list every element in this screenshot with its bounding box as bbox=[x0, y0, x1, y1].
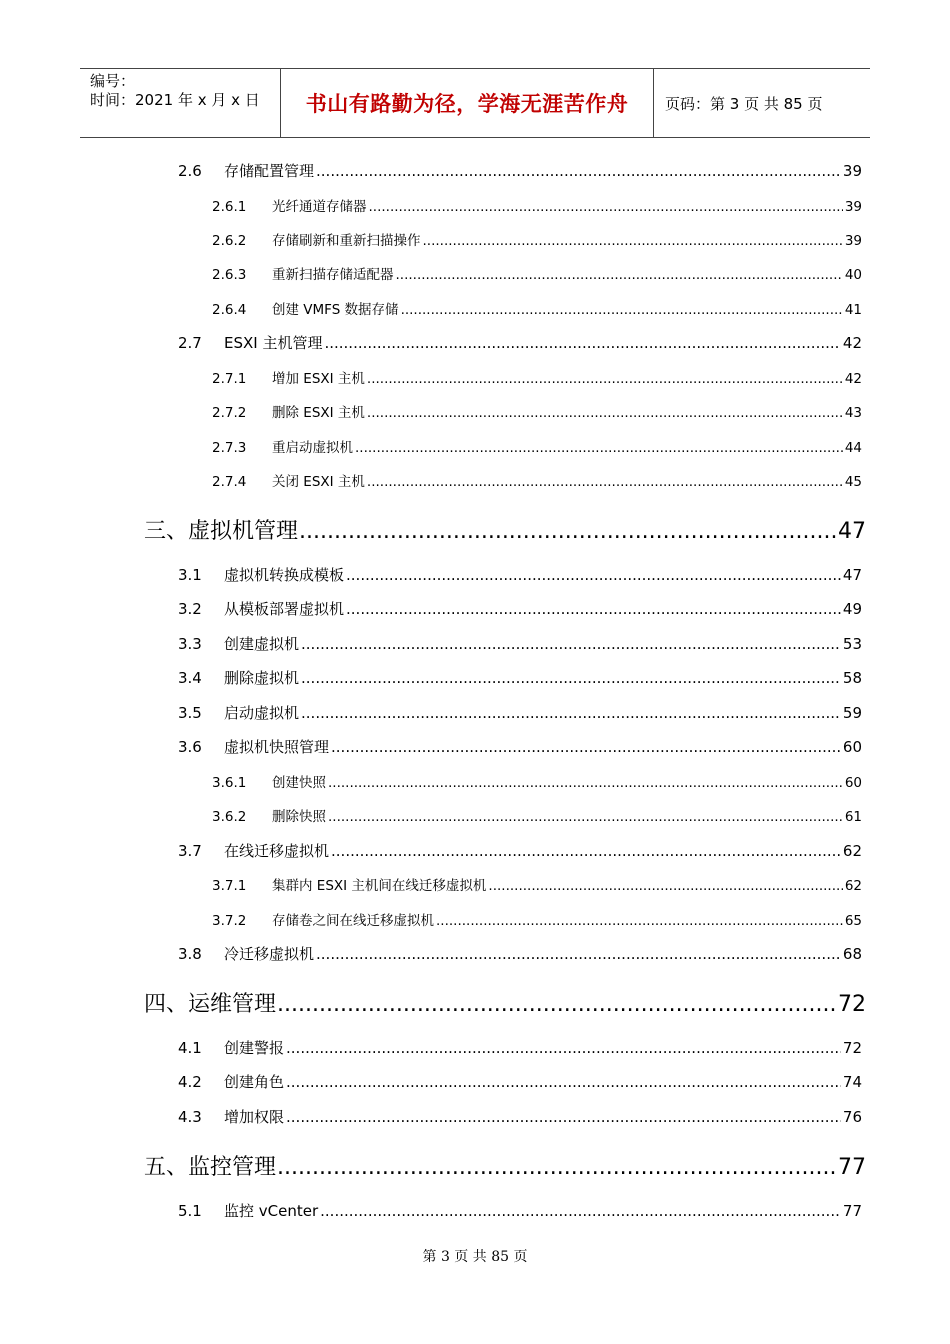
toc-entry-page: 61 bbox=[844, 809, 862, 825]
toc-entry-number: 4.1 bbox=[178, 1039, 202, 1057]
toc-entry-title: 创建快照 bbox=[272, 775, 326, 791]
toc-entry-number: 3.4 bbox=[178, 669, 202, 687]
toc-entry[interactable] bbox=[212, 195, 862, 215]
number-label: 编号： bbox=[90, 72, 136, 90]
toc-entry[interactable] bbox=[178, 332, 862, 353]
toc-entry[interactable] bbox=[178, 667, 862, 688]
page-footer: 第 3 页 共 85 页 bbox=[422, 1249, 528, 1265]
toc-dot-leader bbox=[324, 334, 840, 352]
toc-entry-title: 删除虚拟机 bbox=[224, 669, 300, 687]
toc-entry-number: 3.6 bbox=[178, 738, 202, 756]
toc-entry[interactable] bbox=[144, 987, 866, 1018]
toc-entry-page: 39 bbox=[844, 233, 862, 249]
toc-entry-title: 创建虚拟机 bbox=[224, 635, 300, 653]
toc-entry-number: 5.1 bbox=[178, 1202, 202, 1220]
toc-entry-page: 53 bbox=[842, 635, 862, 653]
toc-entry-number: 3.8 bbox=[178, 945, 202, 963]
toc-entry-title: 创建 VMFS 数据存储 bbox=[272, 302, 399, 318]
toc-entry[interactable] bbox=[212, 298, 862, 318]
toc-entry-number: 2.6 bbox=[178, 162, 202, 180]
toc-entry-title: 在线迁移虚拟机 bbox=[224, 842, 330, 860]
toc-dot-leader bbox=[396, 267, 843, 283]
toc-entry-title: 启动虚拟机 bbox=[224, 704, 300, 722]
toc-entry-page: 58 bbox=[842, 669, 862, 687]
toc-dot-leader bbox=[401, 302, 843, 318]
toc-entry-title: 存储卷之间在线迁移虚拟机 bbox=[272, 913, 434, 929]
toc-entry-page: 77 bbox=[838, 1155, 866, 1180]
toc-dot-leader bbox=[277, 992, 837, 1017]
toc-entry-title: 虚拟机转换成模板 bbox=[224, 566, 345, 584]
toc-entry-page: 65 bbox=[844, 913, 862, 929]
toc-dot-leader bbox=[367, 371, 843, 387]
toc-entry-title: 虚拟机快照管理 bbox=[224, 738, 330, 756]
toc-entry[interactable] bbox=[178, 160, 862, 181]
toc-entry-number: 3.1 bbox=[178, 566, 202, 584]
toc-entry[interactable] bbox=[178, 1200, 862, 1221]
toc-dot-leader bbox=[301, 704, 841, 722]
toc-entry[interactable] bbox=[178, 564, 862, 585]
toc-dot-leader bbox=[299, 519, 837, 544]
toc-entry[interactable] bbox=[212, 263, 862, 283]
toc-entry-page: 62 bbox=[842, 842, 862, 860]
toc-dot-leader bbox=[328, 809, 843, 825]
toc-dot-leader bbox=[331, 842, 841, 860]
toc-entry-page: 60 bbox=[844, 775, 862, 791]
toc-entry[interactable] bbox=[178, 633, 862, 654]
toc-entry-title: 创建警报 bbox=[224, 1039, 285, 1057]
toc-entry-page: 60 bbox=[842, 738, 862, 756]
toc-entry[interactable] bbox=[178, 1037, 862, 1058]
toc-entry-title: ESXI 主机管理 bbox=[224, 334, 323, 352]
toc-entry-page: 47 bbox=[838, 519, 866, 544]
toc-entry-page: 76 bbox=[842, 1108, 862, 1126]
toc-dot-leader bbox=[369, 199, 843, 215]
toc-entry-title: 冷迁移虚拟机 bbox=[224, 945, 315, 963]
toc-entry-number: 2.7.3 bbox=[212, 440, 247, 456]
toc-entry-number: 2.7 bbox=[178, 334, 202, 352]
header-motto-cell bbox=[281, 69, 654, 137]
toc-entry[interactable] bbox=[178, 702, 862, 723]
toc-entry-number: 4.2 bbox=[178, 1073, 202, 1091]
motto-text: 书山有路勤为径，学海无涯苦作舟 bbox=[305, 92, 629, 116]
toc-entry-page: 40 bbox=[844, 267, 862, 283]
toc-entry-page: 44 bbox=[844, 440, 862, 456]
toc-dot-leader bbox=[367, 405, 843, 421]
toc-entry-title: 创建角色 bbox=[224, 1073, 285, 1091]
toc-entry-number: 2.7.2 bbox=[212, 405, 247, 421]
toc-entry-number: 2.6.4 bbox=[212, 302, 247, 318]
toc-entry-page: 47 bbox=[842, 566, 862, 584]
toc-entry[interactable] bbox=[144, 514, 866, 545]
document-header bbox=[80, 68, 870, 138]
toc-entry-title: 关闭 ESXI 主机 bbox=[272, 474, 365, 490]
toc-dot-leader bbox=[316, 162, 841, 180]
toc-entry[interactable] bbox=[178, 736, 862, 757]
toc-entry-title: 增加权限 bbox=[224, 1108, 285, 1126]
toc-entry[interactable] bbox=[212, 874, 862, 894]
toc-entry[interactable] bbox=[178, 840, 862, 861]
toc-entry-number: 4.3 bbox=[178, 1108, 202, 1126]
toc-entry[interactable] bbox=[212, 367, 862, 387]
toc-entry-number: 3.6.1 bbox=[212, 775, 247, 791]
toc-entry-title: 增加 ESXI 主机 bbox=[272, 371, 365, 387]
toc-entry[interactable] bbox=[212, 401, 862, 421]
toc-dot-leader bbox=[286, 1039, 841, 1057]
toc-entry-title: 重启动虚拟机 bbox=[272, 440, 353, 456]
toc-entry-number: 2.6.3 bbox=[212, 267, 247, 283]
toc-entry[interactable] bbox=[212, 771, 862, 791]
toc-entry-page: 62 bbox=[844, 878, 862, 894]
toc-dot-leader bbox=[331, 738, 841, 756]
toc-entry-page: 43 bbox=[844, 405, 862, 421]
toc-entry-page: 59 bbox=[842, 704, 862, 722]
toc-entry-number: 3.6.2 bbox=[212, 809, 247, 825]
toc-dot-leader bbox=[436, 913, 843, 929]
toc-entry-number: 2.7.4 bbox=[212, 474, 247, 490]
toc-entry-title: 存储配置管理 bbox=[224, 162, 315, 180]
toc-entry-page: 68 bbox=[842, 945, 862, 963]
toc-entry-page: 41 bbox=[844, 302, 862, 318]
toc-entry-title: 四、运维管理 bbox=[144, 992, 277, 1017]
toc-entry-title: 删除 ESXI 主机 bbox=[272, 405, 365, 421]
toc-dot-leader bbox=[488, 878, 842, 894]
toc-entry[interactable] bbox=[212, 470, 862, 490]
toc-entry-page: 42 bbox=[842, 334, 862, 352]
toc-entry-title: 重新扫描存储适配器 bbox=[272, 267, 394, 283]
toc-entry-number: 3.3 bbox=[178, 635, 202, 653]
toc-entry[interactable] bbox=[212, 229, 862, 249]
toc-dot-leader bbox=[355, 440, 843, 456]
toc-entry-page: 45 bbox=[844, 474, 862, 490]
toc-entry[interactable] bbox=[178, 598, 862, 619]
toc-dot-leader bbox=[320, 1202, 841, 1220]
toc-entry-number: 3.7 bbox=[178, 842, 202, 860]
toc-entry-title: 三、虚拟机管理 bbox=[144, 519, 299, 544]
toc-entry-page: 42 bbox=[844, 371, 862, 387]
toc-dot-leader bbox=[328, 775, 843, 791]
toc-entry-number: 3.5 bbox=[178, 704, 202, 722]
toc-entry-page: 72 bbox=[838, 992, 866, 1017]
toc-entry-page: 74 bbox=[842, 1073, 862, 1091]
toc-entry[interactable] bbox=[212, 909, 862, 929]
toc-dot-leader bbox=[367, 474, 843, 490]
toc-entry-title: 光纤通道存储器 bbox=[272, 199, 367, 215]
toc-entry-number: 3.7.1 bbox=[212, 878, 247, 894]
toc-entry[interactable] bbox=[178, 1071, 862, 1092]
toc-entry-title: 监控 vCenter bbox=[224, 1202, 319, 1220]
date-label: 时间：2021 年 x 月 x 日 bbox=[90, 91, 260, 109]
toc-dot-leader bbox=[286, 1073, 841, 1091]
header-page-cell bbox=[655, 69, 870, 137]
toc-entry-title: 集群内 ESXI 主机间在线迁移虚拟机 bbox=[272, 878, 487, 894]
toc-entry-number: 3.2 bbox=[178, 600, 202, 618]
toc-entry-number: 3.7.2 bbox=[212, 913, 247, 929]
toc-entry[interactable] bbox=[212, 805, 862, 825]
toc-dot-leader bbox=[346, 566, 841, 584]
toc-entry-page: 49 bbox=[842, 600, 862, 618]
page-info: 页码：第 3 页 共 85 页 bbox=[665, 94, 823, 113]
toc-entry[interactable] bbox=[178, 943, 862, 964]
toc-entry-title: 五、监控管理 bbox=[144, 1155, 277, 1180]
toc-dot-leader bbox=[301, 635, 841, 653]
toc-entry[interactable] bbox=[144, 1150, 866, 1181]
toc-dot-leader bbox=[346, 600, 841, 618]
toc-entry-number: 2.6.2 bbox=[212, 233, 247, 249]
toc-entry-page: 39 bbox=[842, 162, 862, 180]
toc-entry-page: 72 bbox=[842, 1039, 862, 1057]
toc-entry-title: 存储刷新和重新扫描操作 bbox=[272, 233, 421, 249]
toc-dot-leader bbox=[316, 945, 841, 963]
toc-dot-leader bbox=[286, 1108, 841, 1126]
toc-entry-title: 删除快照 bbox=[272, 809, 326, 825]
toc-entry-number: 2.7.1 bbox=[212, 371, 247, 387]
toc-entry-title: 从模板部署虚拟机 bbox=[224, 600, 345, 618]
toc-entry-number: 2.6.1 bbox=[212, 199, 247, 215]
toc-entry-page: 77 bbox=[842, 1202, 862, 1220]
toc-dot-leader bbox=[277, 1155, 837, 1180]
toc-entry[interactable] bbox=[178, 1106, 862, 1127]
toc-dot-leader bbox=[423, 233, 843, 249]
header-meta-cell bbox=[80, 69, 281, 137]
toc-entry[interactable] bbox=[212, 436, 862, 456]
toc-entry-page: 39 bbox=[844, 199, 862, 215]
toc-dot-leader bbox=[301, 669, 841, 687]
